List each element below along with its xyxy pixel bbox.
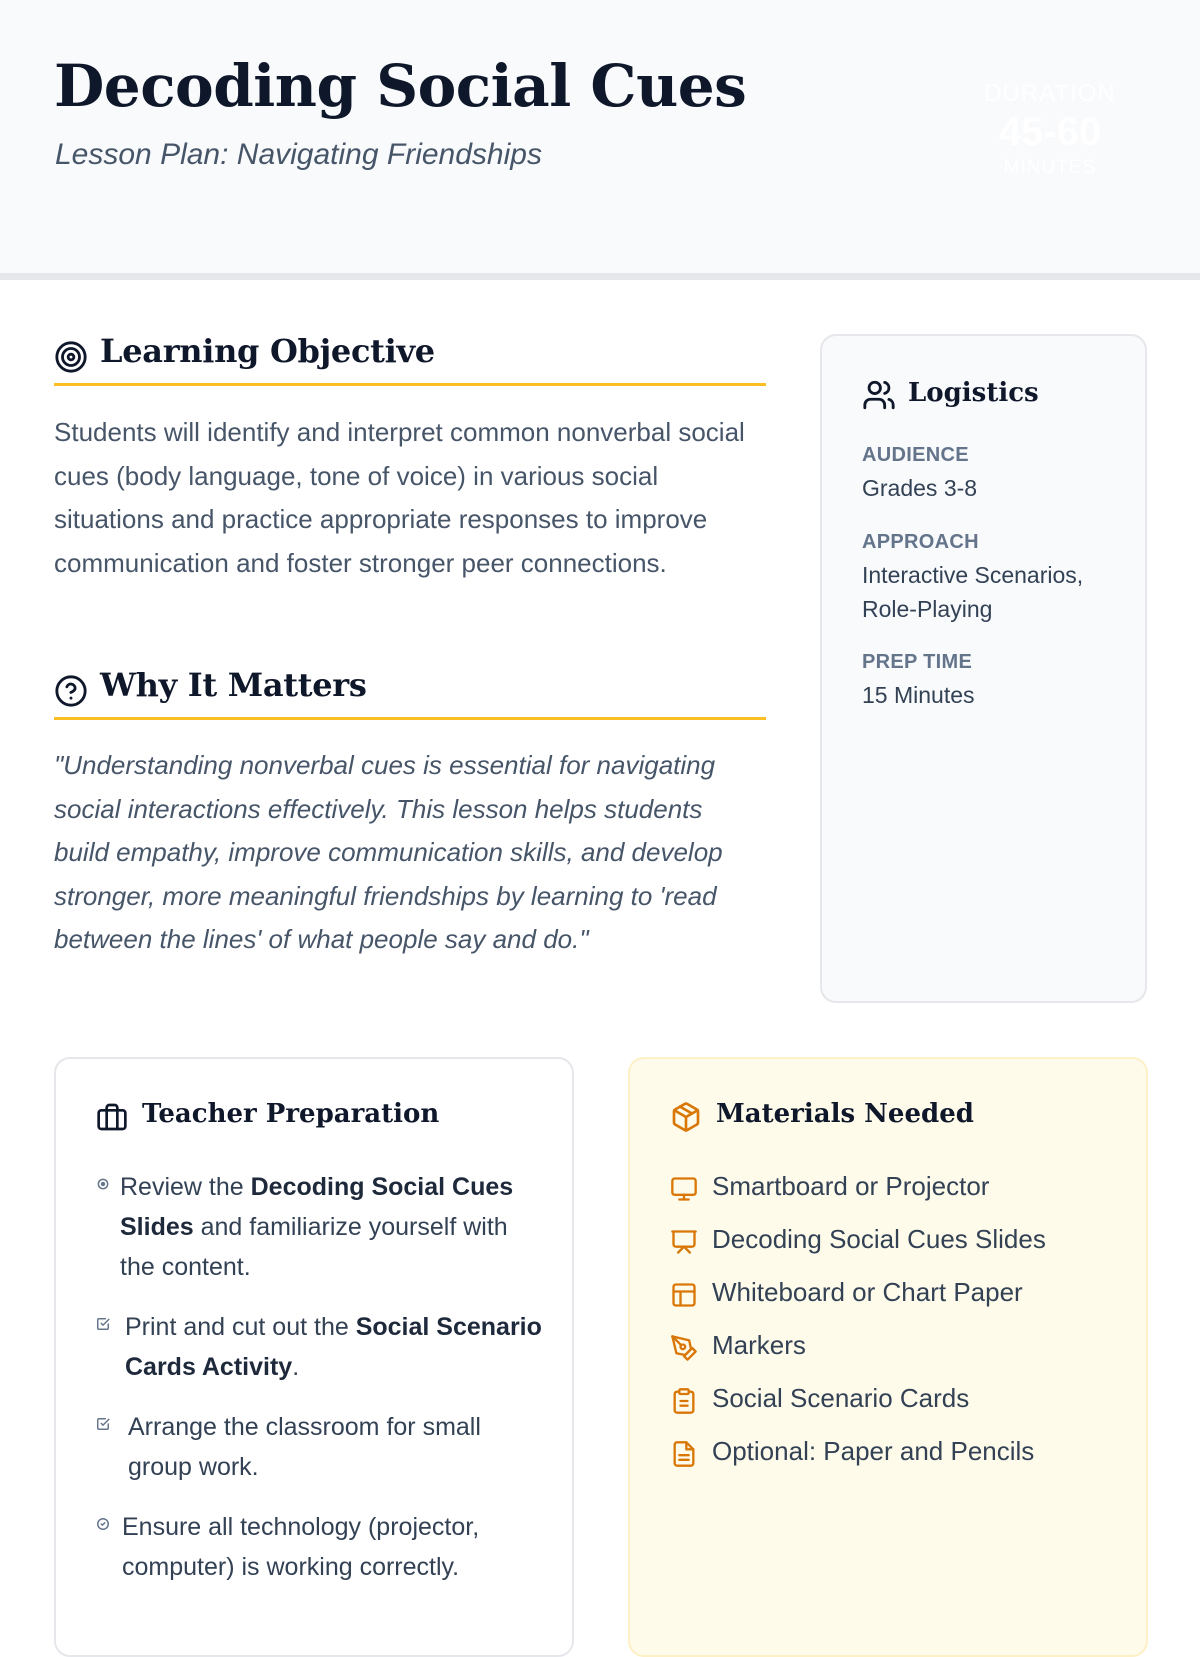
circle-dot-icon [96,1177,110,1191]
materials-card [628,1057,1148,1657]
logistics-label: PREP TIME [862,651,973,673]
logistics-label: APPROACH [862,531,979,553]
duration-unit: MINUTES [1003,157,1097,178]
why-title: Why It Matters [100,666,367,704]
logistics-value: Interactive Scenarios, Role-Playing [862,562,1084,622]
package-icon [670,1101,702,1133]
pen-tool-icon [670,1334,698,1362]
prep-item [96,1507,546,1587]
question-circle-icon [54,674,88,708]
prep-item [96,1167,546,1287]
material-label: Optional: Paper and Pencils [712,1436,1035,1466]
material-label: Decoding Social Cues Slides [712,1224,1046,1254]
logistics-value: 15 Minutes [862,682,975,708]
prep-item-text: Arrange the classroom for small group work. [128,1413,481,1481]
check-circle-icon [96,1517,110,1531]
file-text-icon [670,1440,698,1468]
material-label: Smartboard or Projector [712,1171,990,1201]
logistics-title: Logistics [908,378,1039,408]
page-title: Decoding Social Cues [54,52,747,120]
logistics-approach [862,531,1132,626]
prep-item [96,1407,546,1487]
material-label: Whiteboard or Chart Paper [712,1277,1023,1307]
logistics-label: AUDIENCE [862,444,969,466]
why-heading [54,664,766,720]
target-icon [54,340,88,374]
check-square-icon [96,1417,110,1431]
logistics-panel [820,334,1147,1003]
prep-item-text: Review the Decoding Social Cues Slides and familiarize yourself with the content. [120,1173,514,1281]
objective-heading [54,330,766,386]
objective-title: Learning Objective [100,332,435,370]
logistics-value: Grades 3-8 [862,475,978,501]
users-icon [862,378,896,412]
logistics-audience [862,444,1132,505]
page-subtitle: Lesson Plan: Navigating Friendships [55,138,542,171]
why-quote: "Understanding nonverbal cues is essential for navigating social interactions effectively. This lesson helps students build empathy, improve communication skills, and develop stronger, more meaningful friendships by learning to 'read between the lines' of what people say and do." [54,750,723,954]
presentation-icon [670,1228,698,1256]
prep-title: Teacher Preparation [142,1099,440,1129]
monitor-icon [670,1175,698,1203]
teacher-prep-card [54,1057,574,1657]
check-square-icon [96,1317,110,1331]
prep-item-text: Ensure all technology (projector, computer) is working correctly. [122,1513,480,1581]
objective-text: Students will identify and interpret common nonverbal social cues (body language, tone of voice) in various social situations and practice appropriate responses to improve communication and foster stronger peer connections. [54,417,745,578]
prep-item-text: Print and cut out the Social Scenario Cards Activity. [125,1313,542,1381]
material-label: Markers [712,1330,806,1360]
lesson-header [0,0,1200,280]
clipboard-icon [670,1387,698,1415]
prep-item [96,1307,546,1387]
duration-value: 45-60 [998,110,1102,154]
layout-icon [670,1281,698,1309]
briefcase-icon [96,1101,128,1133]
duration-badge [970,80,1130,179]
duration-label: DURATION [984,80,1116,107]
material-label: Social Scenario Cards [712,1383,970,1413]
logistics-prep-time [862,651,1132,712]
materials-title: Materials Needed [716,1099,974,1129]
